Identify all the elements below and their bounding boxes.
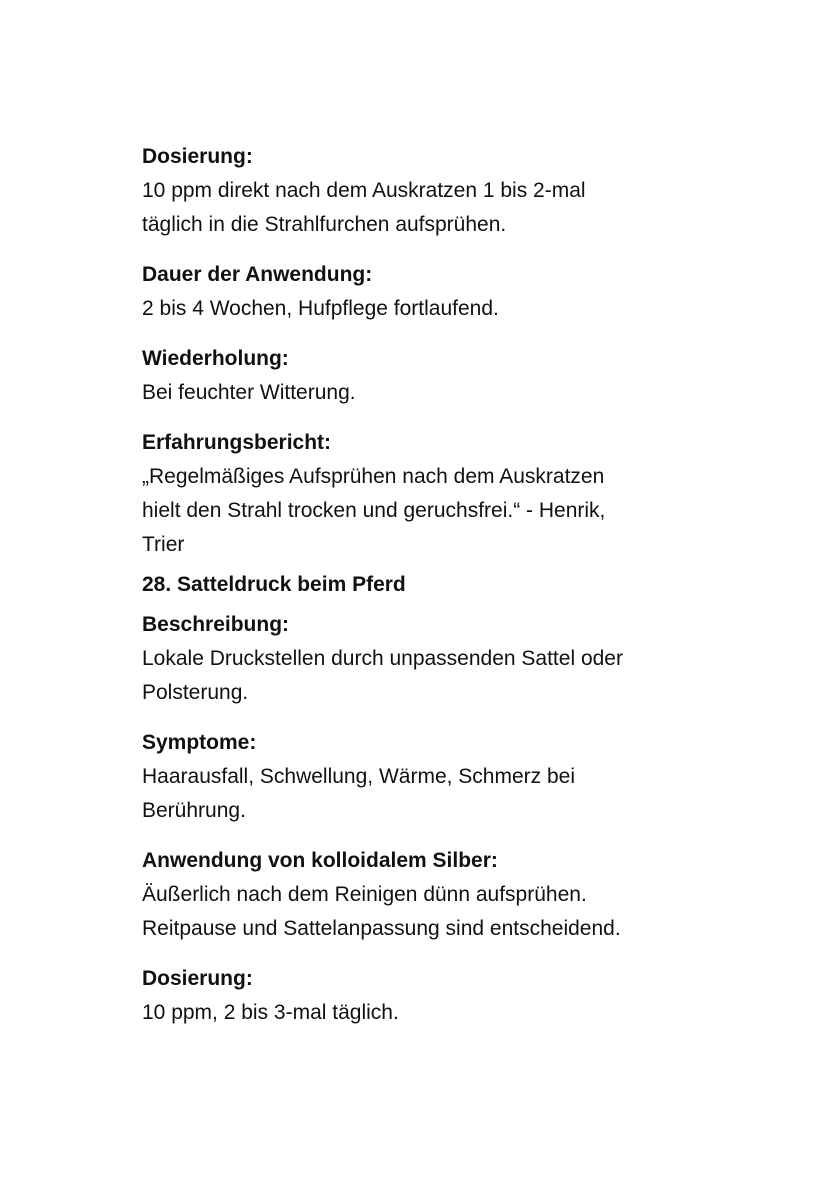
document-page xyxy=(142,140,702,1030)
section-erfahrungsbericht xyxy=(142,426,702,562)
section-text: 10 ppm, 2 bis 3-mal täglich. xyxy=(142,1001,399,1024)
section-dauer xyxy=(142,258,702,326)
section-text: „Regelmäßiges Aufsprühen nach dem Auskratzen hielt den Strahl trocken und geruchsfrei.“ - Henrik, Trier xyxy=(142,465,606,556)
chapter-title: 28. Satteldruck beim Pferd xyxy=(142,573,406,596)
section-label: Dauer der Anwendung: xyxy=(142,263,373,286)
section-dosierung-2 xyxy=(142,962,702,1030)
section-text: Bei feuchter Witterung. xyxy=(142,381,356,404)
section-text: Haarausfall, Schwellung, Wärme, Schmerz bei Berührung. xyxy=(142,765,576,822)
section-dosierung xyxy=(142,140,702,242)
section-wiederholung xyxy=(142,342,702,410)
section-label: Beschreibung: xyxy=(142,613,290,636)
section-symptome xyxy=(142,726,702,828)
section-text: Äußerlich nach dem Reinigen dünn aufsprühen. Reitpause und Sattelanpassung sind entscheidend. xyxy=(142,883,621,940)
section-anwendung xyxy=(142,844,702,946)
section-label: Erfahrungsbericht: xyxy=(142,431,332,454)
section-label: Anwendung von kolloidalem Silber: xyxy=(142,849,498,872)
section-label: Dosierung: xyxy=(142,145,253,168)
section-beschreibung xyxy=(142,608,702,710)
section-label: Wiederholung: xyxy=(142,347,289,370)
section-text: Lokale Druckstellen durch unpassenden Sattel oder Polsterung. xyxy=(142,647,623,704)
section-label: Symptome: xyxy=(142,731,257,754)
section-text: 10 ppm direkt nach dem Auskratzen 1 bis 2-mal täglich in die Strahlfurchen aufsprühen. xyxy=(142,179,586,236)
section-text: 2 bis 4 Wochen, Hufpflege fortlaufend. xyxy=(142,297,499,320)
section-label: Dosierung: xyxy=(142,967,253,990)
